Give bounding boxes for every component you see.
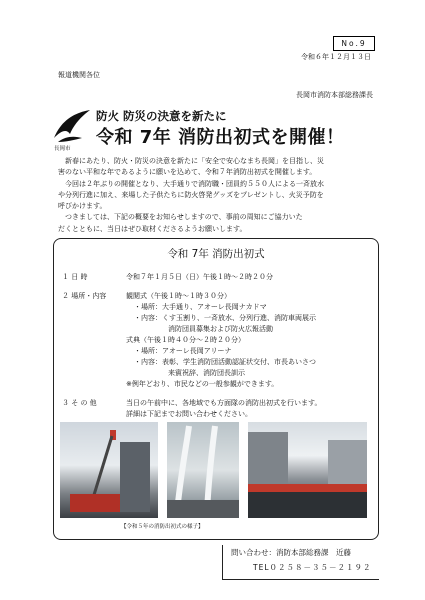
page-title: 令和 7年 消防出初式を開催！ <box>96 127 345 148</box>
recipient: 報道機関各位 <box>58 71 100 79</box>
photo-water-spray <box>167 422 239 518</box>
parade-illustration <box>248 422 367 518</box>
item-text: 当日の午前中に、各地域でも方面隊の消防出初式を行います。 <box>126 399 322 407</box>
item-row <box>126 409 252 420</box>
body-line: 害のない平和な年であるように願いを込めて、令和７年消防出初式を開催します。 <box>58 168 317 177</box>
item-text: 来賓祝辞、消防団長訓示 <box>168 369 245 377</box>
photo-caption: 【令和５年の消防出初式の様子】 <box>121 524 204 530</box>
item-row <box>126 335 245 346</box>
item-row <box>62 398 321 409</box>
body-line: や分列行進に加え、来場した子供たちに防火啓発グッズをプレゼントし、火災予防を <box>58 190 324 199</box>
body-line: 呼びかけます。 <box>58 202 107 211</box>
item-text: 式典（午後１時４０分〜２時２０分） <box>126 336 245 344</box>
item-text: ・場所：大手通り、アオーレ長岡ナカドマ <box>134 303 267 311</box>
item-text: 詳細は下記までお問い合わせください。 <box>126 410 252 418</box>
photo-parade <box>248 422 367 518</box>
item-row <box>134 357 316 368</box>
item-label: ３ そ の 他 <box>62 399 97 407</box>
item-text: ※例年どおり、市民などの一般参観ができます。 <box>126 380 279 388</box>
item-row <box>168 324 273 335</box>
item-text: 観閲式（午後１時〜１時３０分） <box>126 292 231 300</box>
item-row <box>134 302 267 313</box>
body-line: 今回は２年ぶりの開催となり、大手通りで消防職・団員約５５０人による一斉放水 <box>65 179 324 188</box>
item-row <box>134 346 232 357</box>
contact-department: 問い合わせ：消防本部総務課 近藤 <box>231 548 351 557</box>
item-row <box>134 313 316 324</box>
item-text: 消防団員募集および防火広報活動 <box>168 325 273 333</box>
ladder-truck-illustration <box>60 422 158 518</box>
item-label: ２ 場所・内容 <box>62 292 107 300</box>
photo-ladder-truck <box>60 422 158 518</box>
contact-box <box>222 545 379 580</box>
body-line: だくとともに、当日はぜひ取材くださるようお願いします。 <box>58 224 247 233</box>
item-text: ・場所：アオーレ長岡アリーナ <box>134 347 232 355</box>
subtitle: 防火 防災の決意を新たに <box>96 109 227 123</box>
item-label: １ 日 時 <box>62 273 88 281</box>
body-line: つきましては、下記の概要をお知らせしますので、事前の周知にご協力いた <box>65 213 303 222</box>
document-number: No.9 <box>333 36 375 51</box>
item-row <box>126 379 278 390</box>
body-text <box>58 156 378 235</box>
nagaoka-city-logo <box>52 108 92 146</box>
box-title: 令和 7年 消防出初式 <box>167 248 265 260</box>
document-date: 令和６年１２月１３日 <box>301 53 371 61</box>
item-text: 令和７年１月５日（日）午後１時〜２時２０分 <box>126 273 273 281</box>
item-row <box>62 272 273 283</box>
item-row <box>168 368 245 379</box>
contact-phone: TEL０２５８－３５－２１９２ <box>253 563 372 572</box>
item-row <box>62 291 231 302</box>
logo-caption: 長岡市 <box>54 146 71 152</box>
water-spray-illustration <box>167 422 239 518</box>
sender: 長岡市消防本部総務課長 <box>296 91 373 99</box>
item-text: ・内容：表彰、学生消防団活動認証状交付、市長あいさつ <box>134 358 316 366</box>
item-text: ・内容：くす玉割り、一斉放水、分列行進、消防車両展示 <box>134 314 316 322</box>
body-line: 新春にあたり、防火・防災の決意を新たに「安全で安心なまち長岡」を目指し、災 <box>65 157 324 165</box>
